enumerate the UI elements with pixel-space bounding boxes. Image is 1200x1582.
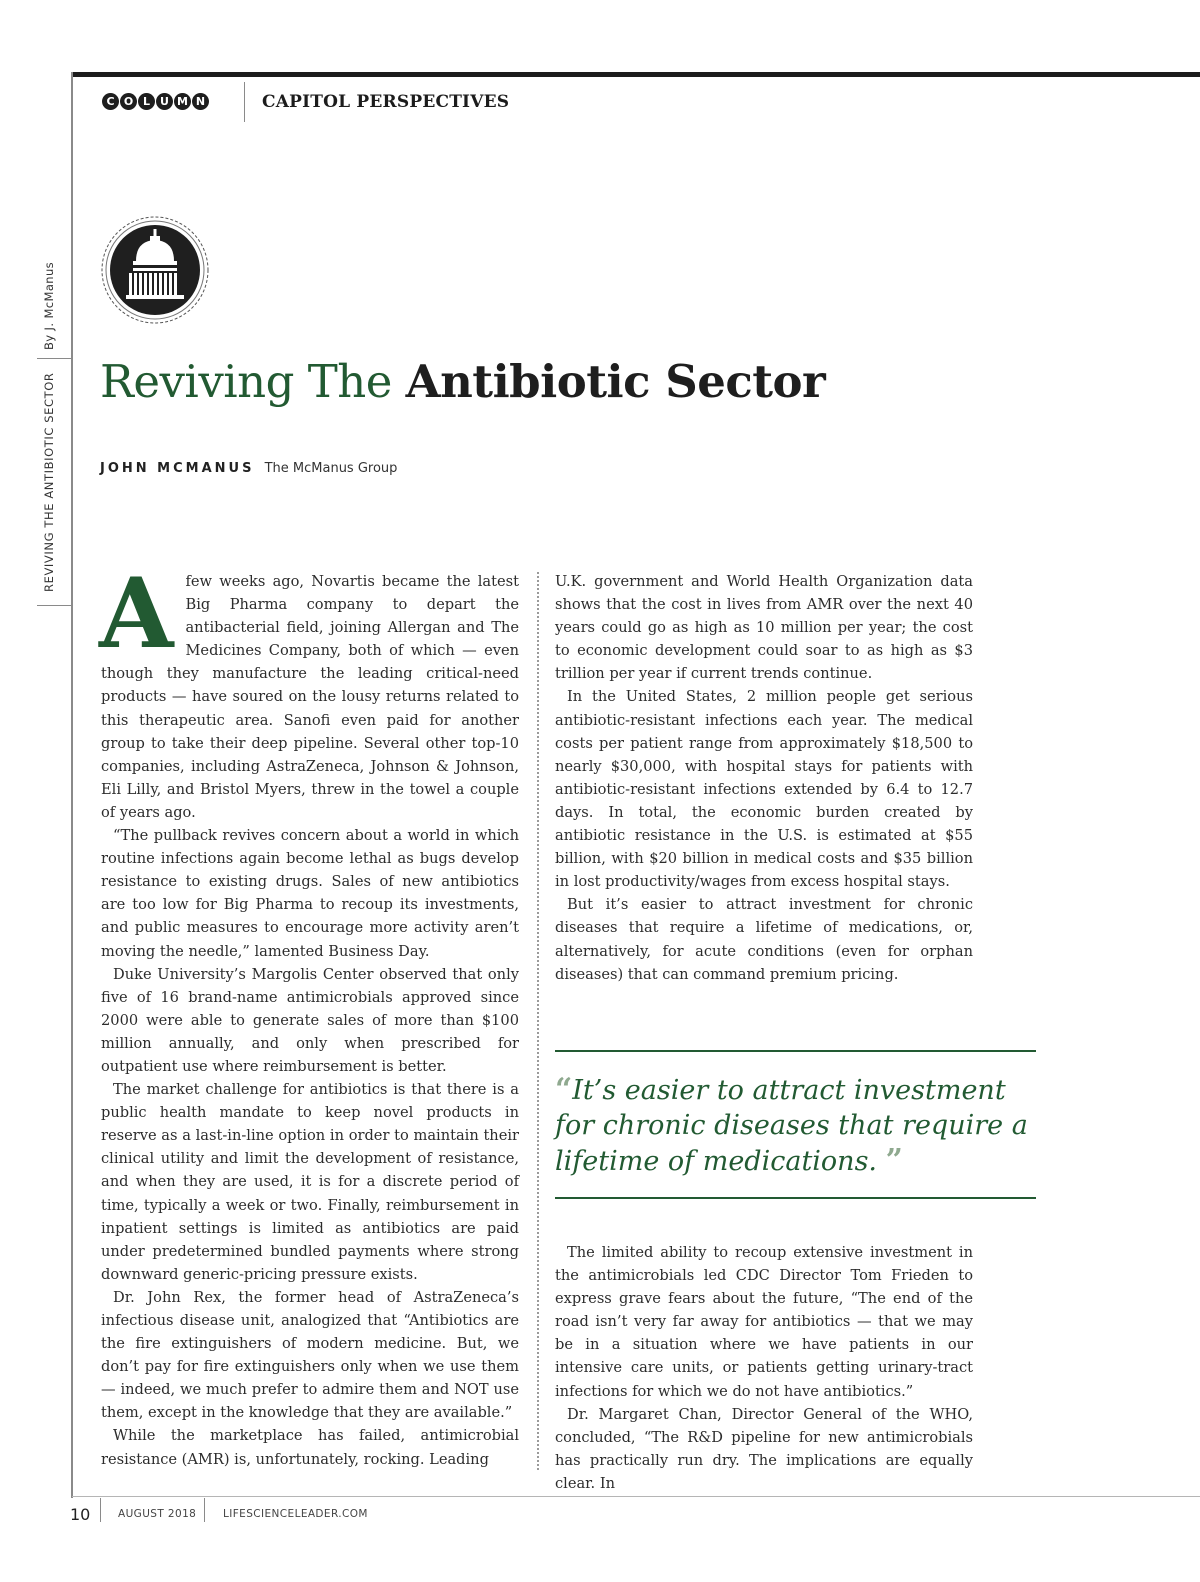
article-column-left [99,557,519,1471]
pullquote [555,1072,1035,1179]
author-byline [100,461,397,476]
paragraph: While the marketplace has failed, antimicrobial resistance (AMR) is, unfortunately, rocking. Leading [101,1427,519,1468]
paragraph: The market challenge for antibiotics is that there is a public health mandate to keep novel products in reserve as a last-in-line option in order to maintain their clinical utility and limit the development of resistance, and when they are used, it is for a discrete period of time, typically a week or two. Finally, reimbursement in inpatient settings is limited as antibiotics are paid under predetermined bundled payments where strong downward generic-pricing pressure exists. [101,1081,519,1283]
column-divider [537,572,539,1470]
footer-divider [204,1498,205,1522]
pullquote-text: It’s easier to attract investment for chronic diseases that require a lifetime of medications. [555,1075,1028,1177]
sidebar-divider [37,358,71,359]
section-title: CAPITOL PERSPECTIVES [262,92,510,112]
capitol-dome-icon [100,215,210,325]
footer-divider [100,1498,101,1522]
article-column-right [555,570,973,986]
column-letter: U [156,93,173,110]
site-link[interactable]: LIFESCIENCELEADER.COM [223,1508,368,1520]
column-letter: O [120,93,137,110]
sidebar-byline: By J. McManus [42,261,56,350]
column-letter: L [138,93,155,110]
issue-date: AUGUST 2018 [118,1508,197,1520]
paragraph: In the United States, 2 million people get serious antibiotic-resistant infections each year. The medical costs per patient range from approximately $18,500 to nearly $30,000, with hospital stays for patients with antibiotic-resistant infections extended by 6.4 to 12.7 days. In total, the economic burden created by antibiotic resistance in the U.S. is estimated at $55 billion, with $20 billion in medical costs and $35 billion in lost productivity/wages from excess hospital stays. [555,688,973,891]
pullquote-rule-top [555,1050,1036,1052]
paragraph: Dr. Margaret Chan, Director General of the WHO, concluded, “The R&D pipeline for new antimicrobials has practically run dry. The implications are equally clear. In [555,1405,973,1492]
column-letter: M [174,93,191,110]
top-rule [72,72,1200,77]
article-column-right-lower [555,1241,973,1495]
column-letter: C [102,93,119,110]
paragraph: “The pullback revives concern about a world in which routine infections again become lethal as bugs develop resistance to existing drugs. Sales of new antibiotics are too low for Big Pharma to recoup its investments, and public measures to encourage more activity aren’t moving the needle,” lamented Business Day. [101,827,519,960]
author-name: JOHN MCMANUS [100,461,255,476]
sidebar-article-label: REVIVING THE ANTIBIOTIC SECTOR [42,372,56,592]
paragraph-text: few weeks ago, Novartis became the latest Big Pharma company to depart the antibacterial field, joining Allergan and The Medicines Company, both of which — even though they manufacture the leading critical-need products — have soured on the lousy returns related to this therapeutic area. Sanofi even paid for another group to take their deep pipeline. Several other top-10 companies, including AstraZeneca, Johnson & Johnson, Eli Lilly, and Bristol Myers, threw in the towel a couple of years ago. [101,573,519,821]
paragraph: Dr. John Rex, the former head of AstraZeneca’s infectious disease unit, analogized that “Antibiotics are the fire extinguishers of modern medicine. But, we don’t pay for fire extinguishers only when we use them — indeed, we much prefer to admire them and NOT use them, except in the knowledge that they are available.” [101,1288,519,1422]
article-title [100,355,825,408]
paragraph: U.K. government and World Health Organization data shows that the cost in lives from AMR over the next 40 years could go as high as 10 million per year; the cost to economic development could soar to as high as $3 trillion per year if current trends continue. [555,573,973,683]
paragraph [99,557,519,824]
article-title-bold: Antibiotic Sector [405,355,826,408]
left-margin-rule [71,72,73,1498]
author-organization: The McManus Group [264,461,398,476]
paragraph: Duke University’s Margolis Center observed that only five of 16 brand-name antimicrobials approved since 2000 were able to generate sales of more than $100 million annually, and only when prescribed for outpatient use where reimbursement is better. [101,965,519,1075]
paragraph: But it’s easier to attract investment for chronic diseases that require a lifetime of medications, or, alternatively, for acute conditions (even for orphan diseases) that can command premium pricing. [555,896,973,983]
close-quote-mark: ” [885,1143,903,1178]
footer-rule [72,1496,1200,1497]
page-number: 10 [70,1505,91,1524]
article-title-light: Reviving The [100,355,406,408]
header-divider [244,82,245,122]
column-letter: N [192,93,209,110]
paragraph: The limited ability to recoup extensive investment in the antimicrobials led CDC Director Tom Frieden to express grave fears about the future, “The end of the road isn’t very far away for antibiotics — that we may be in a situation where we have patients in our intensive care units, or patients getting urinary-tract infections for which we do not have antibiotics.” [555,1244,973,1400]
column-badge [102,93,209,110]
sidebar-divider-bottom [37,605,71,606]
drop-cap: A [99,557,174,670]
open-quote-mark: “ [555,1072,573,1107]
pullquote-rule-bottom [555,1197,1036,1199]
